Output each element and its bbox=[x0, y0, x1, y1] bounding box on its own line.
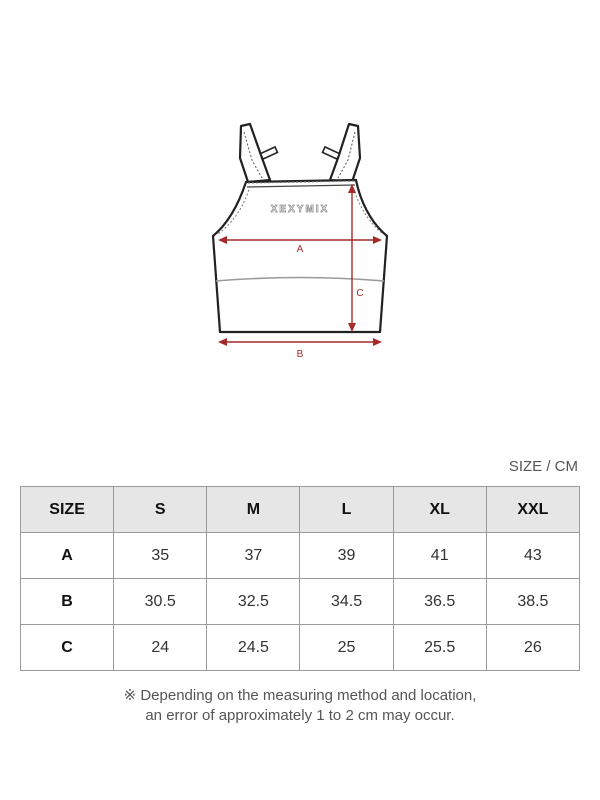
table-row bbox=[21, 579, 580, 625]
table-cell: 24.5 bbox=[207, 625, 300, 671]
measure-b bbox=[218, 338, 382, 346]
measure-a-label: A bbox=[296, 244, 304, 255]
crop-top-outline bbox=[213, 124, 387, 332]
header-cell: S bbox=[114, 487, 207, 533]
row-label: C bbox=[21, 625, 114, 671]
unit-label: SIZE / CM bbox=[508, 458, 578, 475]
table-cell: 34.5 bbox=[300, 579, 393, 625]
table-cell: 36.5 bbox=[393, 579, 486, 625]
measurement-note bbox=[0, 686, 600, 726]
note-line-1: ※ Depending on the measuring method and location, bbox=[123, 687, 477, 704]
table-cell: 30.5 bbox=[114, 579, 207, 625]
table-cell: 37 bbox=[207, 533, 300, 579]
strap-buckles bbox=[260, 147, 339, 159]
note-line-2: an error of approximately 1 to 2 cm may occur. bbox=[145, 707, 455, 724]
table-cell: 41 bbox=[393, 533, 486, 579]
size-table bbox=[20, 486, 580, 671]
table-cell: 39 bbox=[300, 533, 393, 579]
table-row bbox=[21, 533, 580, 579]
table-cell: 24 bbox=[114, 625, 207, 671]
header-cell: M bbox=[207, 487, 300, 533]
measure-b-label: B bbox=[296, 349, 304, 360]
header-cell: L bbox=[300, 487, 393, 533]
table-cell: 32.5 bbox=[207, 579, 300, 625]
table-cell: 26 bbox=[486, 625, 579, 671]
table-cell: 43 bbox=[486, 533, 579, 579]
table-row bbox=[21, 625, 580, 671]
row-label: B bbox=[21, 579, 114, 625]
row-label: A bbox=[21, 533, 114, 579]
header-cell: XXL bbox=[486, 487, 579, 533]
measure-c-label: C bbox=[356, 288, 364, 299]
table-cell: 38.5 bbox=[486, 579, 579, 625]
table-cell: 35 bbox=[114, 533, 207, 579]
header-cell: SIZE bbox=[21, 487, 114, 533]
table-header-row bbox=[21, 487, 580, 533]
table-cell: 25 bbox=[300, 625, 393, 671]
table-cell: 25.5 bbox=[393, 625, 486, 671]
header-cell: XL bbox=[393, 487, 486, 533]
brand-logo: XEXYMIX bbox=[270, 204, 330, 215]
